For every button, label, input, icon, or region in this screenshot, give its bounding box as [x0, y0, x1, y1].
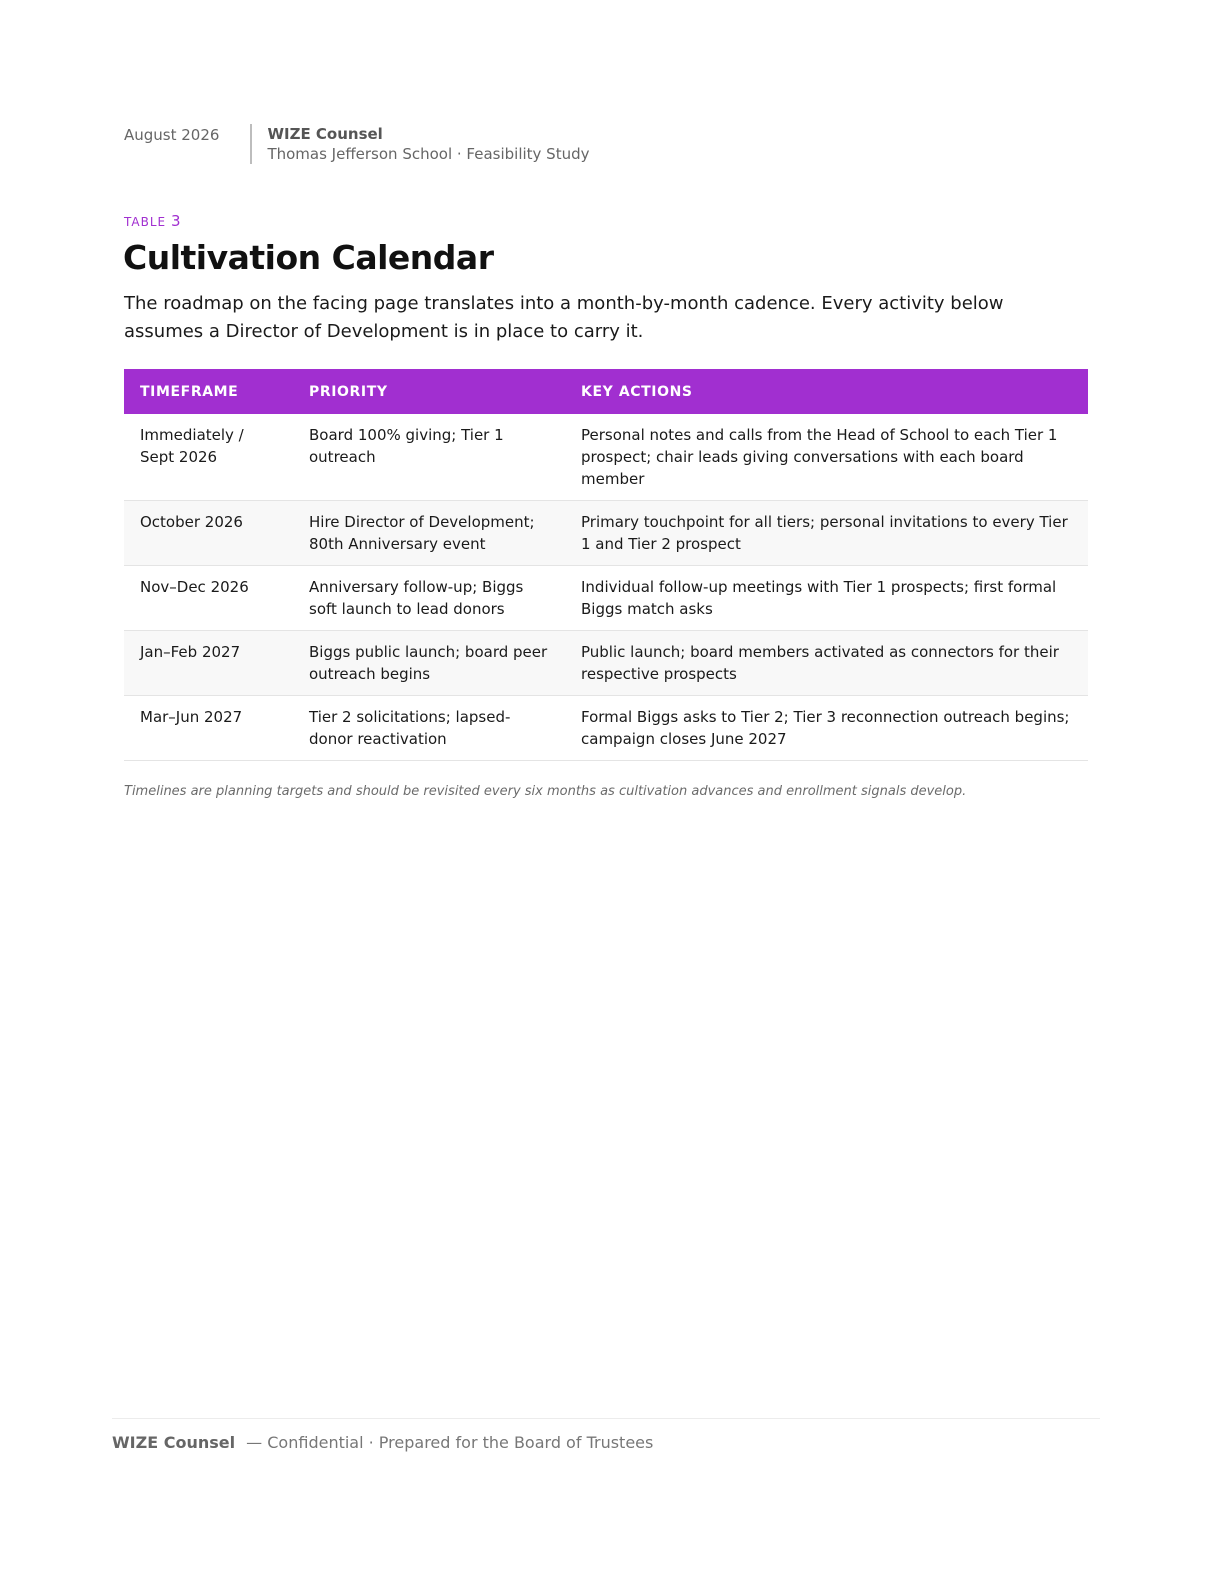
header-subtitle: Thomas Jefferson School · Feasibility Study — [267, 145, 590, 163]
cell-priority: Anniversary follow-up; Biggs soft launch to lead donors — [293, 566, 565, 631]
footer-divider — [112, 1418, 1100, 1419]
cell-timeframe: Immediately / Sept 2026 — [124, 414, 293, 501]
header-org: WIZE Counsel — [267, 125, 383, 143]
header-date: August 2026 — [124, 126, 220, 144]
cell-key-actions: Individual follow-up meetings with Tier 1 prospects; first formal Biggs match asks — [565, 566, 1088, 631]
cell-key-actions: Personal notes and calls from the Head of School to each Tier 1 prospect; chair leads giving conversations with each board member — [565, 414, 1088, 501]
cultivation-calendar-table — [124, 369, 1088, 761]
cell-key-actions: Primary touchpoint for all tiers; personal invitations to every Tier 1 and Tier 2 prospect — [565, 501, 1088, 566]
intro-paragraph: The roadmap on the facing page translates into a month-by-month cadence. Every activity below assumes a Director of Development is in place to carry it. — [124, 293, 1004, 342]
column-header-timeframe: TIMEFRAME — [124, 369, 293, 414]
table-row — [124, 696, 1088, 761]
cell-priority: Hire Director of Development; 80th Anniversary event — [293, 501, 565, 566]
cell-priority: Biggs public launch; board peer outreach begins — [293, 631, 565, 696]
table-header-row — [124, 369, 1088, 414]
cell-timeframe: Nov–Dec 2026 — [124, 566, 293, 631]
page-title: Cultivation Calendar — [123, 238, 494, 277]
table-label-prefix: TABLE — [124, 215, 167, 229]
table-row — [124, 631, 1088, 696]
table-label-number: 3 — [170, 212, 181, 230]
page-footer — [112, 1433, 653, 1452]
cell-timeframe: Jan–Feb 2027 — [124, 631, 293, 696]
cell-timeframe: October 2026 — [124, 501, 293, 566]
cell-priority: Tier 2 solicitations; lapsed-donor reactivation — [293, 696, 565, 761]
cell-priority: Board 100% giving; Tier 1 outreach — [293, 414, 565, 501]
table-row — [124, 566, 1088, 631]
table-row — [124, 501, 1088, 566]
header-divider — [250, 124, 252, 164]
column-header-key-actions: KEY ACTIONS — [565, 369, 1088, 414]
footer-org: WIZE Counsel — [112, 1433, 236, 1452]
cell-timeframe: Mar–Jun 2027 — [124, 696, 293, 761]
footer-text: — Confidential · Prepared for the Board of Trustees — [246, 1433, 654, 1452]
table-footnote: Timelines are planning targets and should be revisited every six months as cultivation advances and enrollment signals develop. — [124, 784, 967, 799]
column-header-priority: PRIORITY — [293, 369, 565, 414]
cell-key-actions: Formal Biggs asks to Tier 2; Tier 3 reconnection outreach begins; campaign closes June 2027 — [565, 696, 1088, 761]
table-label — [124, 212, 180, 230]
cell-key-actions: Public launch; board members activated as connectors for their respective prospects — [565, 631, 1088, 696]
header-org-block — [267, 124, 589, 164]
document-header — [124, 124, 590, 164]
table-row — [124, 414, 1088, 501]
